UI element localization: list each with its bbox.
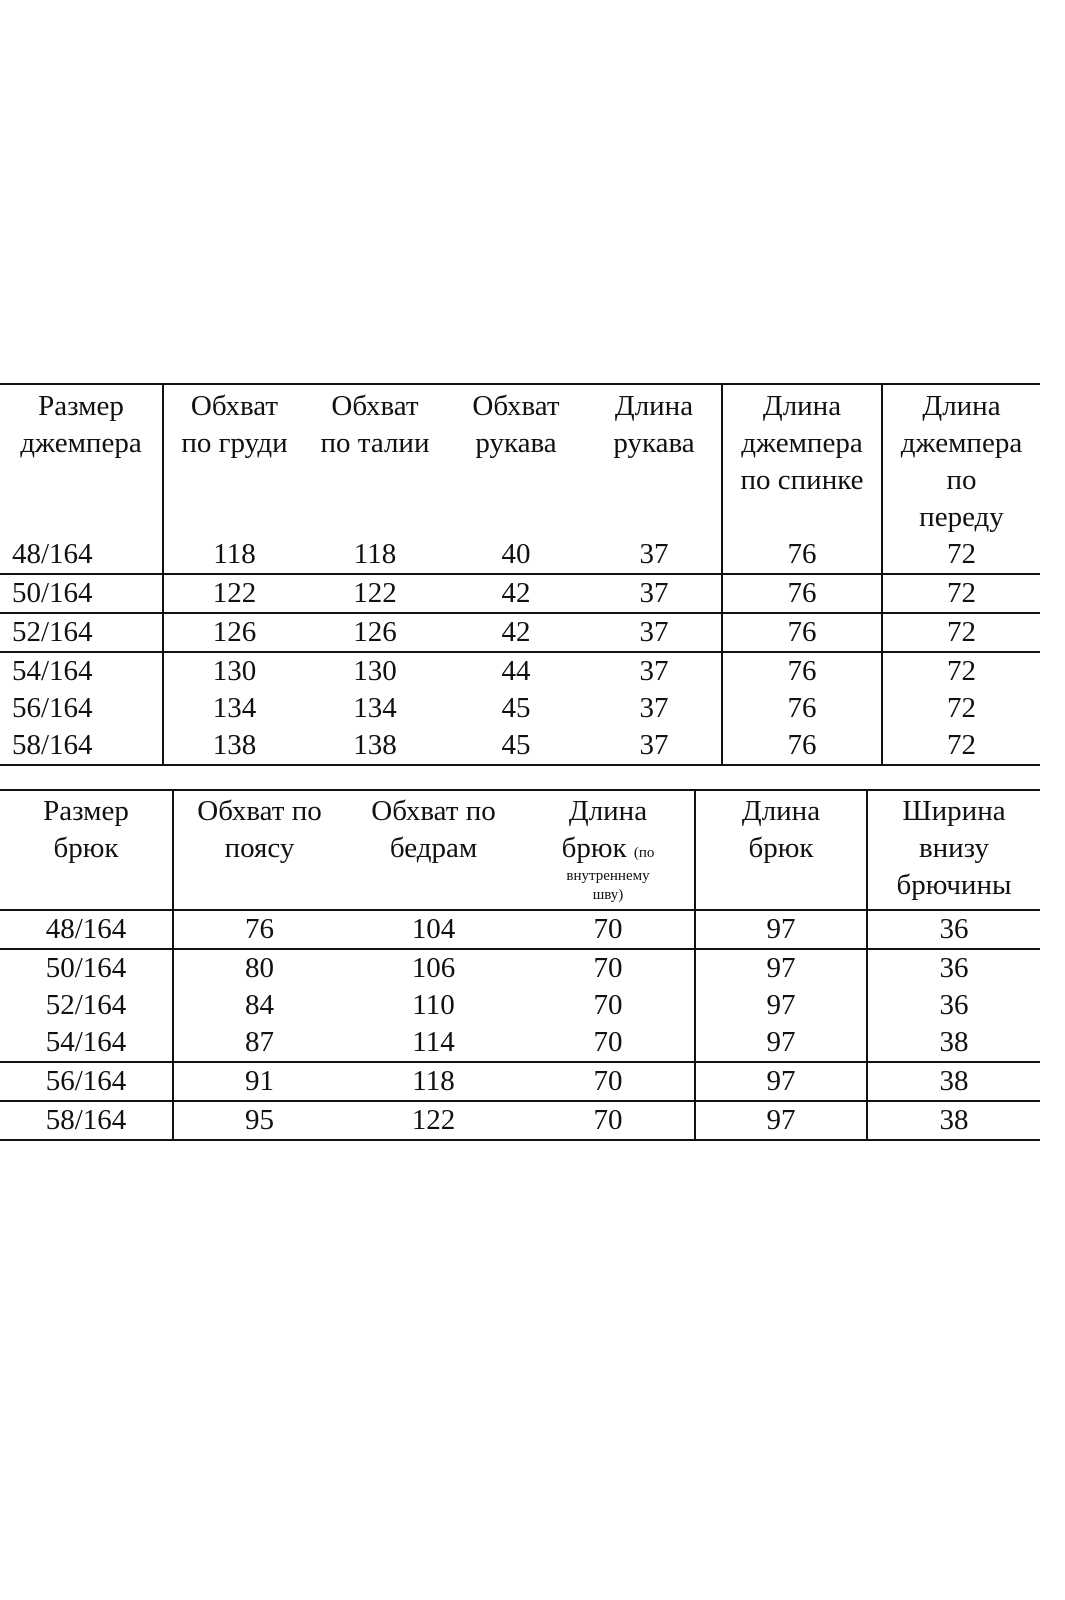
- trousers-cell: 106: [345, 949, 522, 987]
- table-row: [0, 1101, 1040, 1140]
- jumper-cell: 76: [722, 613, 882, 652]
- jumper-header-size: Размер джемпера: [0, 384, 163, 536]
- trousers-header-hem-width: Ширина внизу брючины: [867, 790, 1040, 910]
- trousers-header-row: [0, 790, 1040, 910]
- trousers-cell: 97: [695, 987, 867, 1024]
- trousers-cell: 76: [245, 913, 274, 945]
- jumper-cell: 134: [212, 692, 257, 724]
- jumper-cell: 76: [722, 727, 882, 765]
- trousers-header-hips: Обхват по бедрам: [345, 790, 522, 910]
- jumper-cell: 37: [587, 536, 722, 574]
- trousers-cell-size: 54/164: [0, 1024, 173, 1062]
- jumper-cell: 40: [501, 538, 531, 570]
- trousers-cell: 70: [522, 1024, 695, 1062]
- trousers-header-inseam-label: Длина брюк: [561, 795, 648, 864]
- jumper-cell: 76: [722, 536, 882, 574]
- trousers-cell-size: 58/164: [0, 1101, 173, 1140]
- table-row: [0, 574, 1040, 613]
- jumper-cell: 138: [212, 729, 257, 761]
- jumper-cell: 138: [353, 729, 397, 761]
- jumper-cell: 76: [722, 652, 882, 690]
- jumper-header-front-length: Длина джемпера по переду: [900, 390, 1023, 533]
- trousers-cell: 97: [695, 1101, 867, 1140]
- trousers-cell: 38: [939, 1026, 969, 1058]
- trousers-header-size: Размер брюк: [0, 790, 173, 910]
- trousers-cell: 36: [939, 989, 969, 1021]
- jumper-cell: 45: [501, 692, 531, 724]
- jumper-cell: 37: [587, 690, 722, 727]
- jumper-cell: 42: [445, 613, 587, 652]
- trousers-cell: 104: [411, 913, 456, 945]
- table-row: [0, 536, 1040, 574]
- trousers-cell: 118: [345, 1062, 522, 1101]
- jumper-size-table: [0, 383, 1040, 766]
- jumper-header-sleeve-length: Длина рукава: [587, 384, 722, 536]
- jumper-cell-size: 50/164: [0, 574, 163, 613]
- trousers-cell: 114: [412, 1026, 455, 1058]
- trousers-cell: 80: [173, 949, 345, 987]
- jumper-cell-size: 52/164: [0, 613, 163, 652]
- trousers-header-inseam-note-a: (по: [633, 845, 655, 861]
- jumper-cell: 37: [587, 574, 722, 613]
- jumper-cell: 126: [305, 613, 445, 652]
- jumper-cell: 44: [445, 652, 587, 690]
- jumper-cell: 72: [947, 692, 976, 724]
- jumper-cell: 118: [353, 538, 397, 570]
- table-row: [0, 727, 1040, 765]
- table-row: [0, 910, 1040, 949]
- table-row: [0, 987, 1040, 1024]
- jumper-cell: 130: [163, 652, 305, 690]
- jumper-cell: 76: [722, 690, 882, 727]
- trousers-cell-size: 48/164: [0, 910, 173, 949]
- trousers-cell: 122: [345, 1101, 522, 1140]
- trousers-cell: 38: [867, 1101, 1040, 1140]
- trousers-cell: 70: [522, 910, 695, 949]
- trousers-header-length: Длина брюк: [695, 790, 867, 910]
- trousers-cell: 70: [522, 949, 695, 987]
- jumper-cell: 45: [501, 729, 531, 761]
- jumper-cell: 72: [882, 613, 1040, 652]
- jumper-header-chest: Обхват по груди: [181, 390, 288, 459]
- trousers-cell: 97: [695, 1024, 867, 1062]
- jumper-cell: 37: [587, 652, 722, 690]
- trousers-cell: 70: [522, 1101, 695, 1140]
- trousers-cell-size: 50/164: [0, 949, 173, 987]
- trousers-size-table: [0, 789, 1040, 1141]
- jumper-cell: 72: [882, 652, 1040, 690]
- jumper-cell-size: 48/164: [0, 536, 163, 574]
- jumper-cell: 72: [947, 538, 976, 570]
- trousers-cell: 97: [695, 1062, 867, 1101]
- trousers-header-inseam: [522, 790, 695, 910]
- jumper-cell: 122: [305, 574, 445, 613]
- trousers-cell: 36: [867, 949, 1040, 987]
- trousers-cell: 91: [173, 1062, 345, 1101]
- jumper-header-row: [0, 384, 1040, 536]
- jumper-cell: 130: [305, 652, 445, 690]
- trousers-cell: 70: [522, 1062, 695, 1101]
- table-row: [0, 949, 1040, 987]
- trousers-cell: 110: [412, 989, 455, 1021]
- table-row: [0, 1062, 1040, 1101]
- jumper-header-sleeve-girth: Обхват рукава: [472, 390, 560, 459]
- jumper-cell: 72: [882, 574, 1040, 613]
- table-row: [0, 1024, 1040, 1062]
- jumper-cell: 42: [445, 574, 587, 613]
- jumper-cell: 72: [947, 729, 976, 761]
- table-row: [0, 652, 1040, 690]
- trousers-cell-size: 56/164: [0, 1062, 173, 1101]
- trousers-header-inseam-note-b: внутреннему шву): [566, 868, 650, 903]
- jumper-cell-size: 56/164: [0, 690, 163, 727]
- jumper-header-waist: Обхват по талии: [320, 390, 430, 459]
- trousers-cell: 97: [695, 910, 867, 949]
- trousers-cell: 87: [245, 1026, 274, 1058]
- jumper-cell-size: 54/164: [0, 652, 163, 690]
- trousers-cell: 84: [245, 989, 274, 1021]
- trousers-header-waist: Обхват по поясу: [173, 790, 345, 910]
- trousers-cell: 97: [695, 949, 867, 987]
- trousers-cell: 95: [173, 1101, 345, 1140]
- jumper-cell: 118: [213, 538, 256, 570]
- jumper-cell: 37: [587, 613, 722, 652]
- jumper-cell: 134: [353, 692, 397, 724]
- jumper-cell: 37: [587, 727, 722, 765]
- jumper-cell: 122: [163, 574, 305, 613]
- trousers-cell: 38: [867, 1062, 1040, 1101]
- table-row: [0, 690, 1040, 727]
- jumper-cell-size: 58/164: [0, 727, 163, 765]
- jumper-header-back-length: Длина джемпера по спинке: [722, 384, 882, 536]
- trousers-cell-size: 52/164: [0, 987, 173, 1024]
- trousers-cell: 70: [522, 987, 695, 1024]
- table-row: [0, 613, 1040, 652]
- jumper-cell: 76: [722, 574, 882, 613]
- trousers-cell: 36: [939, 913, 969, 945]
- jumper-cell: 126: [163, 613, 305, 652]
